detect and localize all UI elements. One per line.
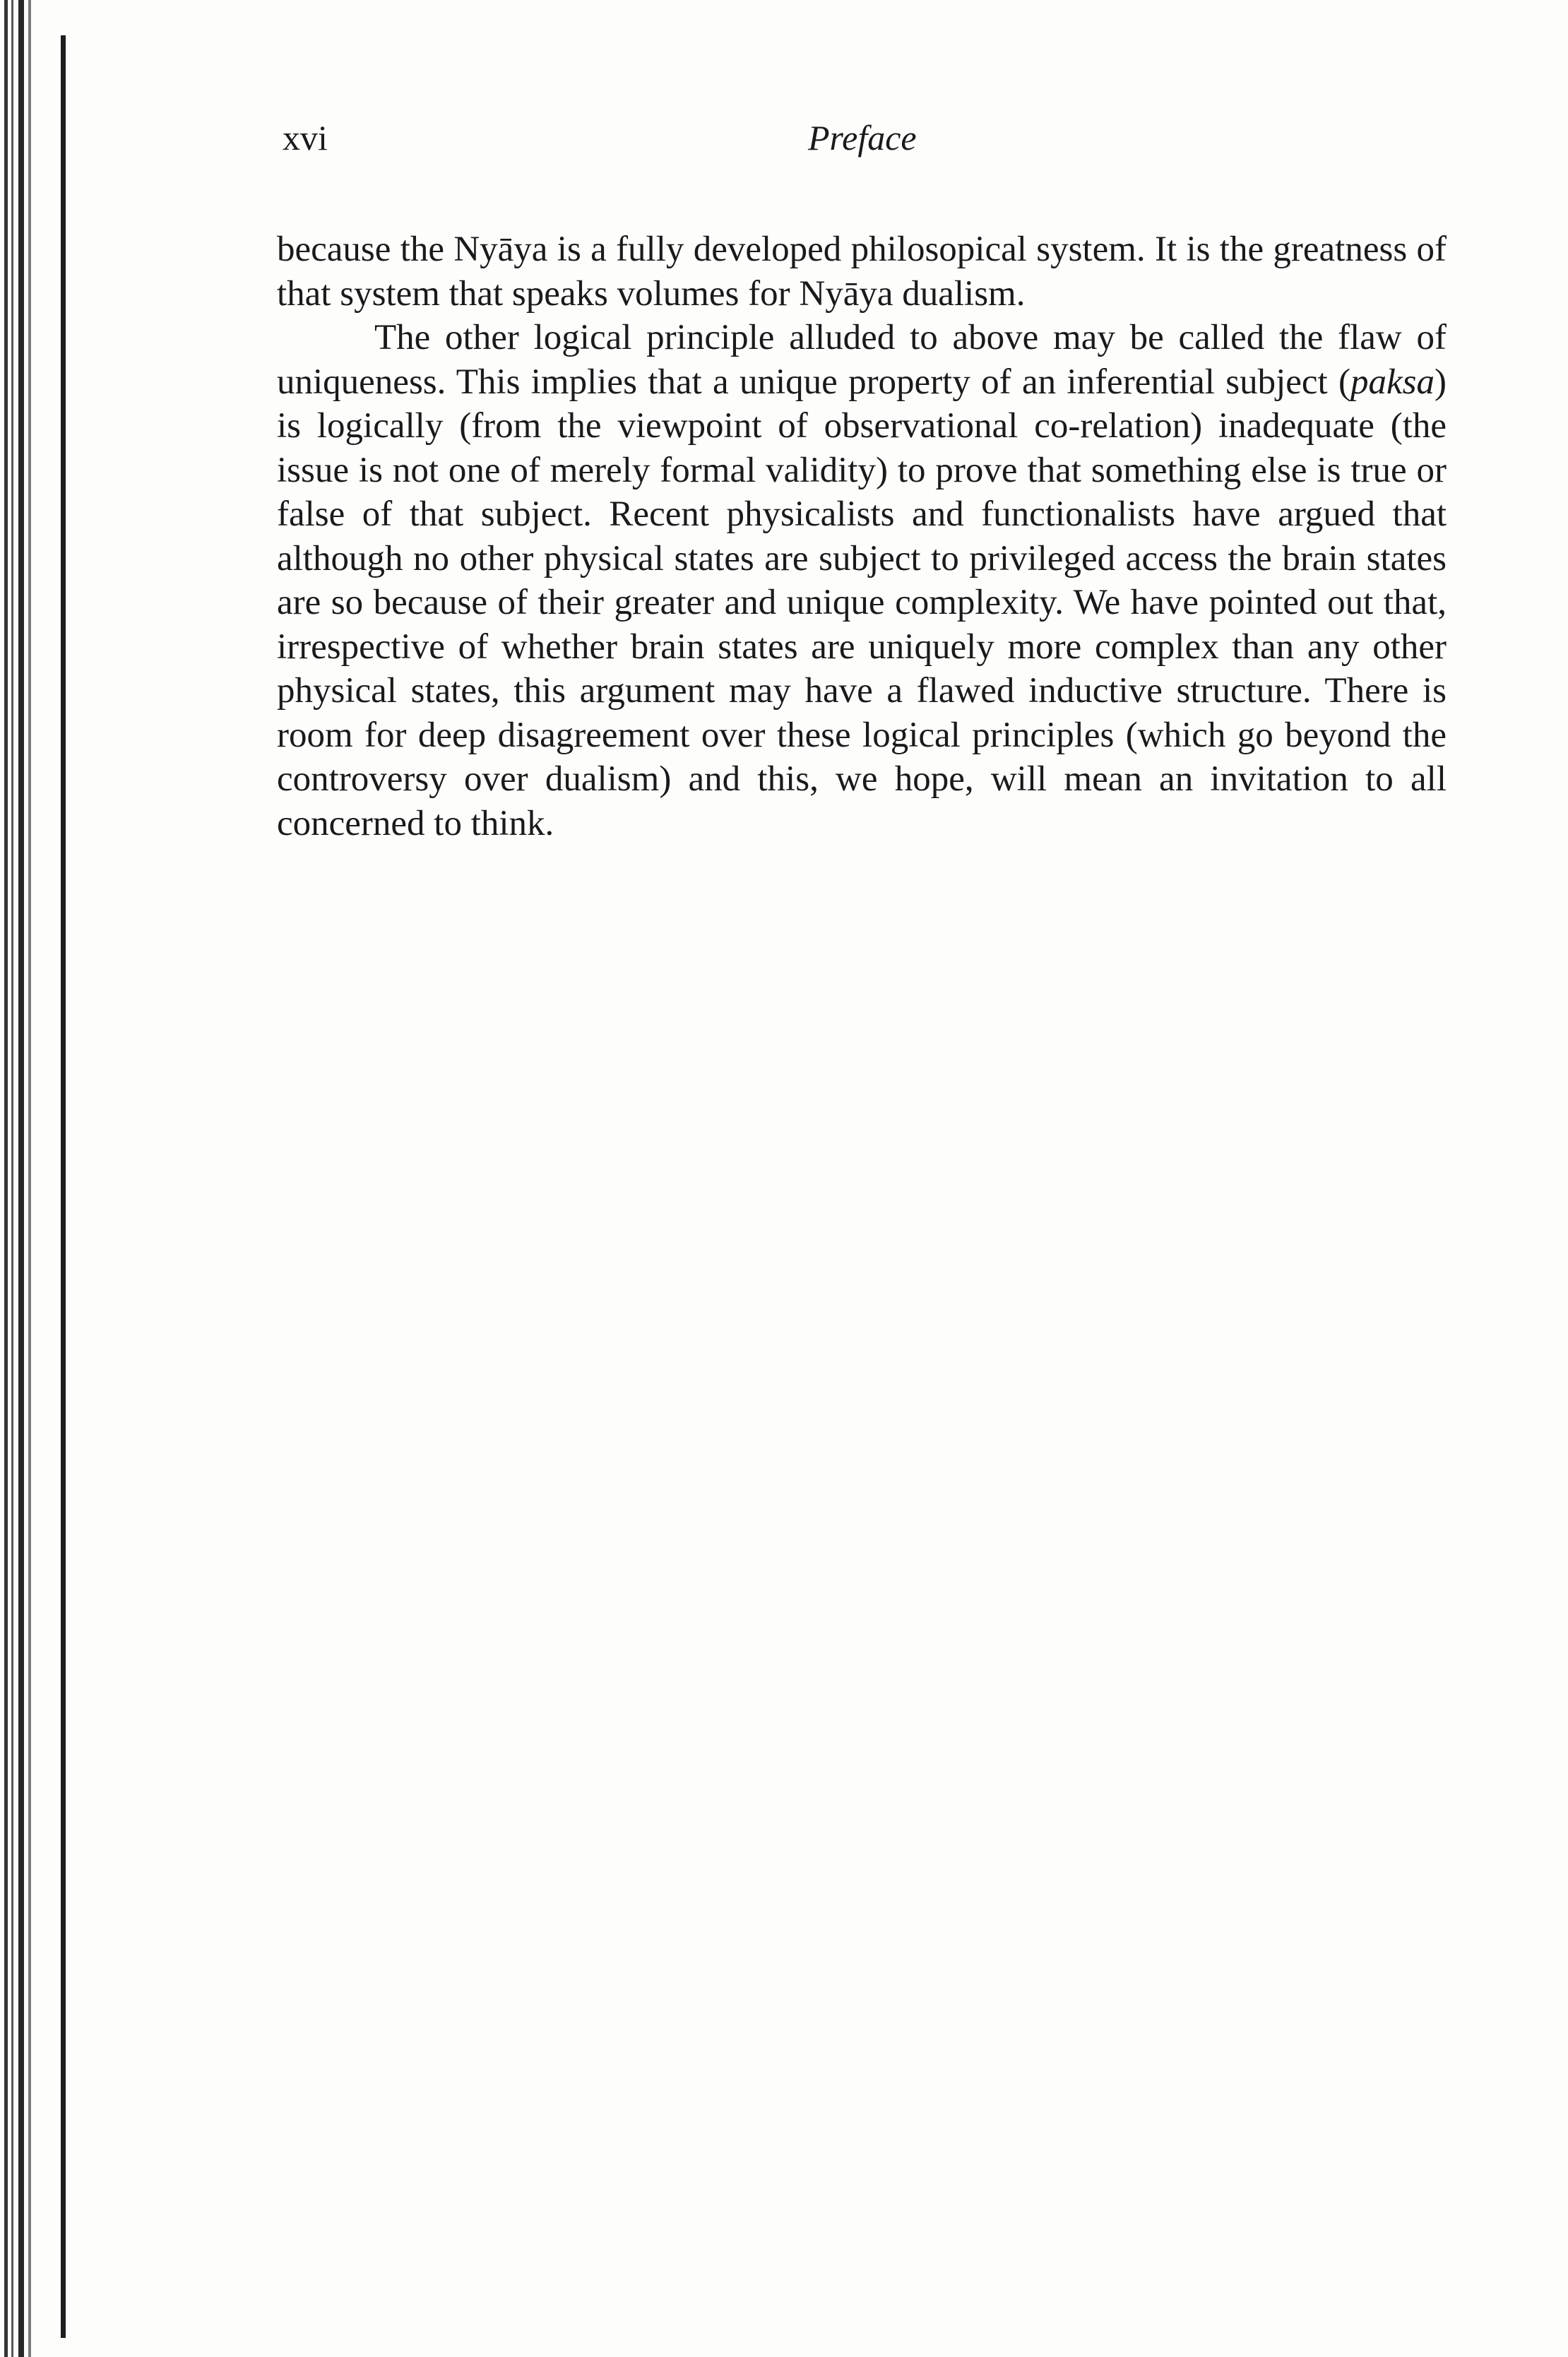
paragraph-2 [277, 316, 1447, 845]
paksa-term: paksa [1350, 362, 1435, 402]
body-text [277, 227, 1447, 845]
binding-shadow-line [18, 0, 24, 2357]
binding-shadow-line [11, 0, 13, 2357]
paragraph-2-text-start: The other logical principle alluded to above may be called the flaw of uniqueness. This implies that a unique property of an inferential subject ( [277, 318, 1447, 402]
binding-shadow-line [61, 35, 66, 2338]
binding-edge [0, 0, 76, 2357]
running-head [283, 113, 1441, 162]
binding-shadow-line [28, 0, 31, 2357]
page-number: xvi [283, 118, 328, 158]
running-title: Preface [808, 118, 917, 158]
binding-shadow-line [4, 0, 8, 2357]
paragraph-2-text-end: ) is logically (from the viewpoint of observational co-relation) inadequate (the issue is not one of merely formal validity) to prove that something else is true or false of that subject. Recent physicalists and functionalists have argued that although no other physical states are subject to privileged access the brain states are so because of their greater and unique complexity. We have pointed out that, irrespective of whether brain states are uniquely more complex than any other physical states, this argument may have a flawed inductive structure. There is room for deep disagreement over these logical principles (which go beyond the controversy over dualism) and this, we hope, will mean an invitation to all concerned to think. [277, 362, 1447, 843]
paragraph-1: because the Nyāya is a fully developed philosopical system. It is the greatness of that system that speaks volumes for Nyāya dualism. [277, 230, 1447, 314]
